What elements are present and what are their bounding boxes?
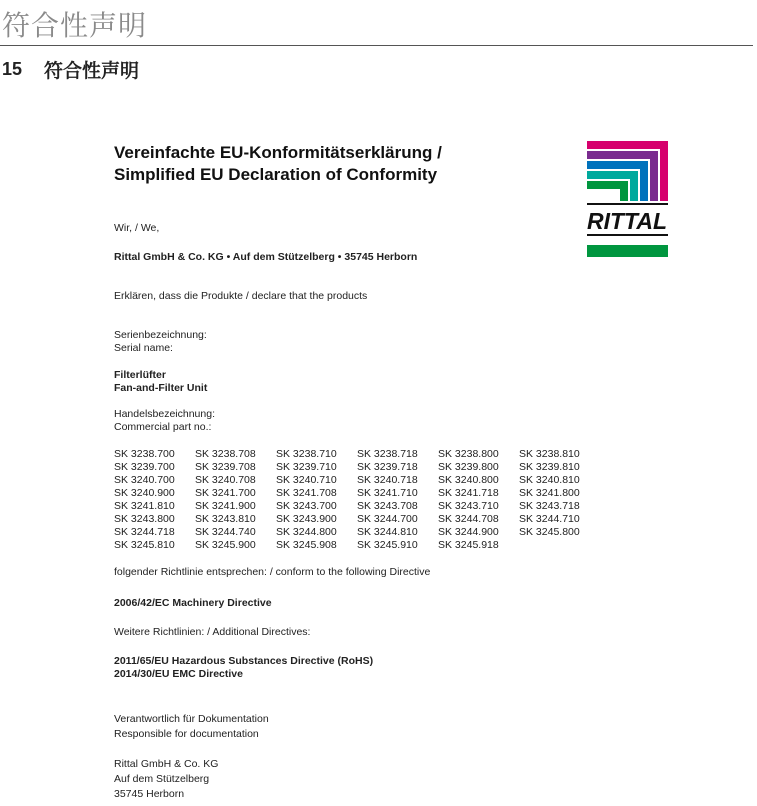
part-number-cell: SK 3238.710 (276, 448, 337, 460)
part-number-cell: SK 3244.800 (276, 526, 337, 538)
part-number-cell: SK 3244.718 (114, 526, 175, 538)
part-number-cell: SK 3245.900 (195, 539, 256, 551)
part-number-cell: SK 3240.710 (276, 474, 337, 486)
responsible-de: Verantwortlich für Dokumentation (114, 713, 269, 725)
part-number-cell: SK 3241.710 (357, 487, 418, 499)
part-number-cell: SK 3240.708 (195, 474, 256, 486)
serial-label-en: Serial name: (114, 342, 173, 354)
part-number-cell: SK 3243.800 (114, 513, 175, 525)
part-number-cell: SK 3244.740 (195, 526, 256, 538)
responsible-documentation (114, 712, 269, 742)
header-divider (0, 45, 753, 46)
part-number-cell: SK 3245.910 (357, 539, 418, 551)
part-number-cell: SK 3239.810 (519, 461, 580, 473)
part-number-cell: SK 3245.800 (519, 526, 580, 538)
additional-directives-label: Weitere Richtlinien: / Additional Directives: (114, 626, 311, 638)
table-row (114, 487, 600, 500)
commercial-part-label (114, 408, 215, 434)
chapter-header-title: 符合性声明 (2, 9, 148, 42)
part-number-cell: SK 3244.900 (438, 526, 499, 538)
part-number-cell: SK 3238.700 (114, 448, 175, 460)
machinery-directive: 2006/42/EC Machinery Directive (114, 597, 272, 609)
part-number-cell: SK 3240.718 (357, 474, 418, 486)
document-title (114, 142, 442, 186)
document-title-de: Vereinfachte EU-Konformitätserklärung / (114, 143, 442, 162)
part-number-cell: SK 3245.908 (276, 539, 337, 551)
we-label: Wir, / We, (114, 222, 160, 234)
part-number-cell: SK 3241.718 (438, 487, 499, 499)
part-number-cell: SK 3241.708 (276, 487, 337, 499)
emc-directive: 2014/30/EU EMC Directive (114, 668, 243, 680)
address-line-3: 35745 Herborn (114, 788, 185, 800)
part-number-cell: SK 3243.700 (276, 500, 337, 512)
commercial-label-de: Handelsbezeichnung: (114, 408, 215, 420)
rittal-logo-graphic (587, 141, 668, 257)
part-number-cell: SK 3243.900 (276, 513, 337, 525)
company-address (114, 757, 218, 802)
rittal-logo (587, 141, 668, 257)
part-number-cell: SK 3245.918 (438, 539, 499, 551)
part-number-cell: SK 3240.800 (438, 474, 499, 486)
product-name (114, 369, 207, 395)
part-number-cell (519, 539, 600, 552)
conform-line: folgender Richtlinie entsprechen: / conform to the following Directive (114, 566, 431, 578)
part-number-cell: SK 3238.718 (357, 448, 418, 460)
part-number-cell: SK 3244.710 (519, 513, 580, 525)
part-number-cell: SK 3241.800 (519, 487, 580, 499)
part-number-cell: SK 3240.700 (114, 474, 175, 486)
table-row (114, 500, 600, 513)
part-number-cell: SK 3244.708 (438, 513, 499, 525)
document-title-en: Simplified EU Declaration of Conformity (114, 165, 438, 184)
table-row (114, 448, 600, 461)
part-number-cell: SK 3239.710 (276, 461, 337, 473)
table-row (114, 461, 600, 474)
declare-line: Erklären, dass die Produkte / declare that the products (114, 290, 368, 302)
commercial-label-en: Commercial part no.: (114, 421, 212, 433)
table-row (114, 539, 600, 552)
part-number-cell: SK 3240.900 (114, 487, 175, 499)
part-number-cell: SK 3238.708 (195, 448, 256, 460)
part-number-table (114, 448, 600, 552)
part-number-cell: SK 3241.810 (114, 500, 175, 512)
logo-text: RITTAL (587, 208, 668, 234)
part-number-cell: SK 3239.718 (357, 461, 418, 473)
address-line-2: Auf dem Stützelberg (114, 773, 210, 785)
rohs-directive: 2011/65/EU Hazardous Substances Directive (RoHS) (114, 655, 374, 667)
serial-name-label (114, 329, 207, 355)
serial-label-de: Serienbezeichnung: (114, 329, 207, 341)
additional-directives-list (114, 655, 373, 681)
part-number-cell: SK 3239.708 (195, 461, 256, 473)
company-line: Rittal GmbH & Co. KG • Auf dem Stützelberg • 35745 Herborn (114, 251, 418, 263)
part-number-cell: SK 3243.810 (195, 513, 256, 525)
part-number-cell: SK 3245.810 (114, 539, 175, 551)
part-number-cell: SK 3243.718 (519, 500, 580, 512)
part-number-cell: SK 3241.700 (195, 487, 256, 499)
part-number-cell: SK 3239.700 (114, 461, 175, 473)
responsible-en: Responsible for documentation (114, 728, 259, 740)
part-number-cell: SK 3239.800 (438, 461, 499, 473)
part-number-cell: SK 3243.708 (357, 500, 418, 512)
table-row (114, 526, 600, 539)
part-number-cell: SK 3241.900 (195, 500, 256, 512)
product-name-en: Fan-and-Filter Unit (114, 382, 208, 394)
section-title: 符合性声明 (44, 60, 140, 82)
table-row (114, 513, 600, 526)
part-number-cell: SK 3244.700 (357, 513, 418, 525)
part-number-cell: SK 3240.810 (519, 474, 580, 486)
section-number: 15 (2, 59, 23, 79)
part-number-cell: SK 3238.800 (438, 448, 499, 460)
part-number-cell: SK 3243.710 (438, 500, 499, 512)
part-number-cell: SK 3244.810 (357, 526, 418, 538)
part-number-cell: SK 3238.810 (519, 448, 580, 460)
product-name-de: Filterlüfter (114, 369, 166, 381)
address-line-1: Rittal GmbH & Co. KG (114, 758, 219, 770)
table-row (114, 474, 600, 487)
